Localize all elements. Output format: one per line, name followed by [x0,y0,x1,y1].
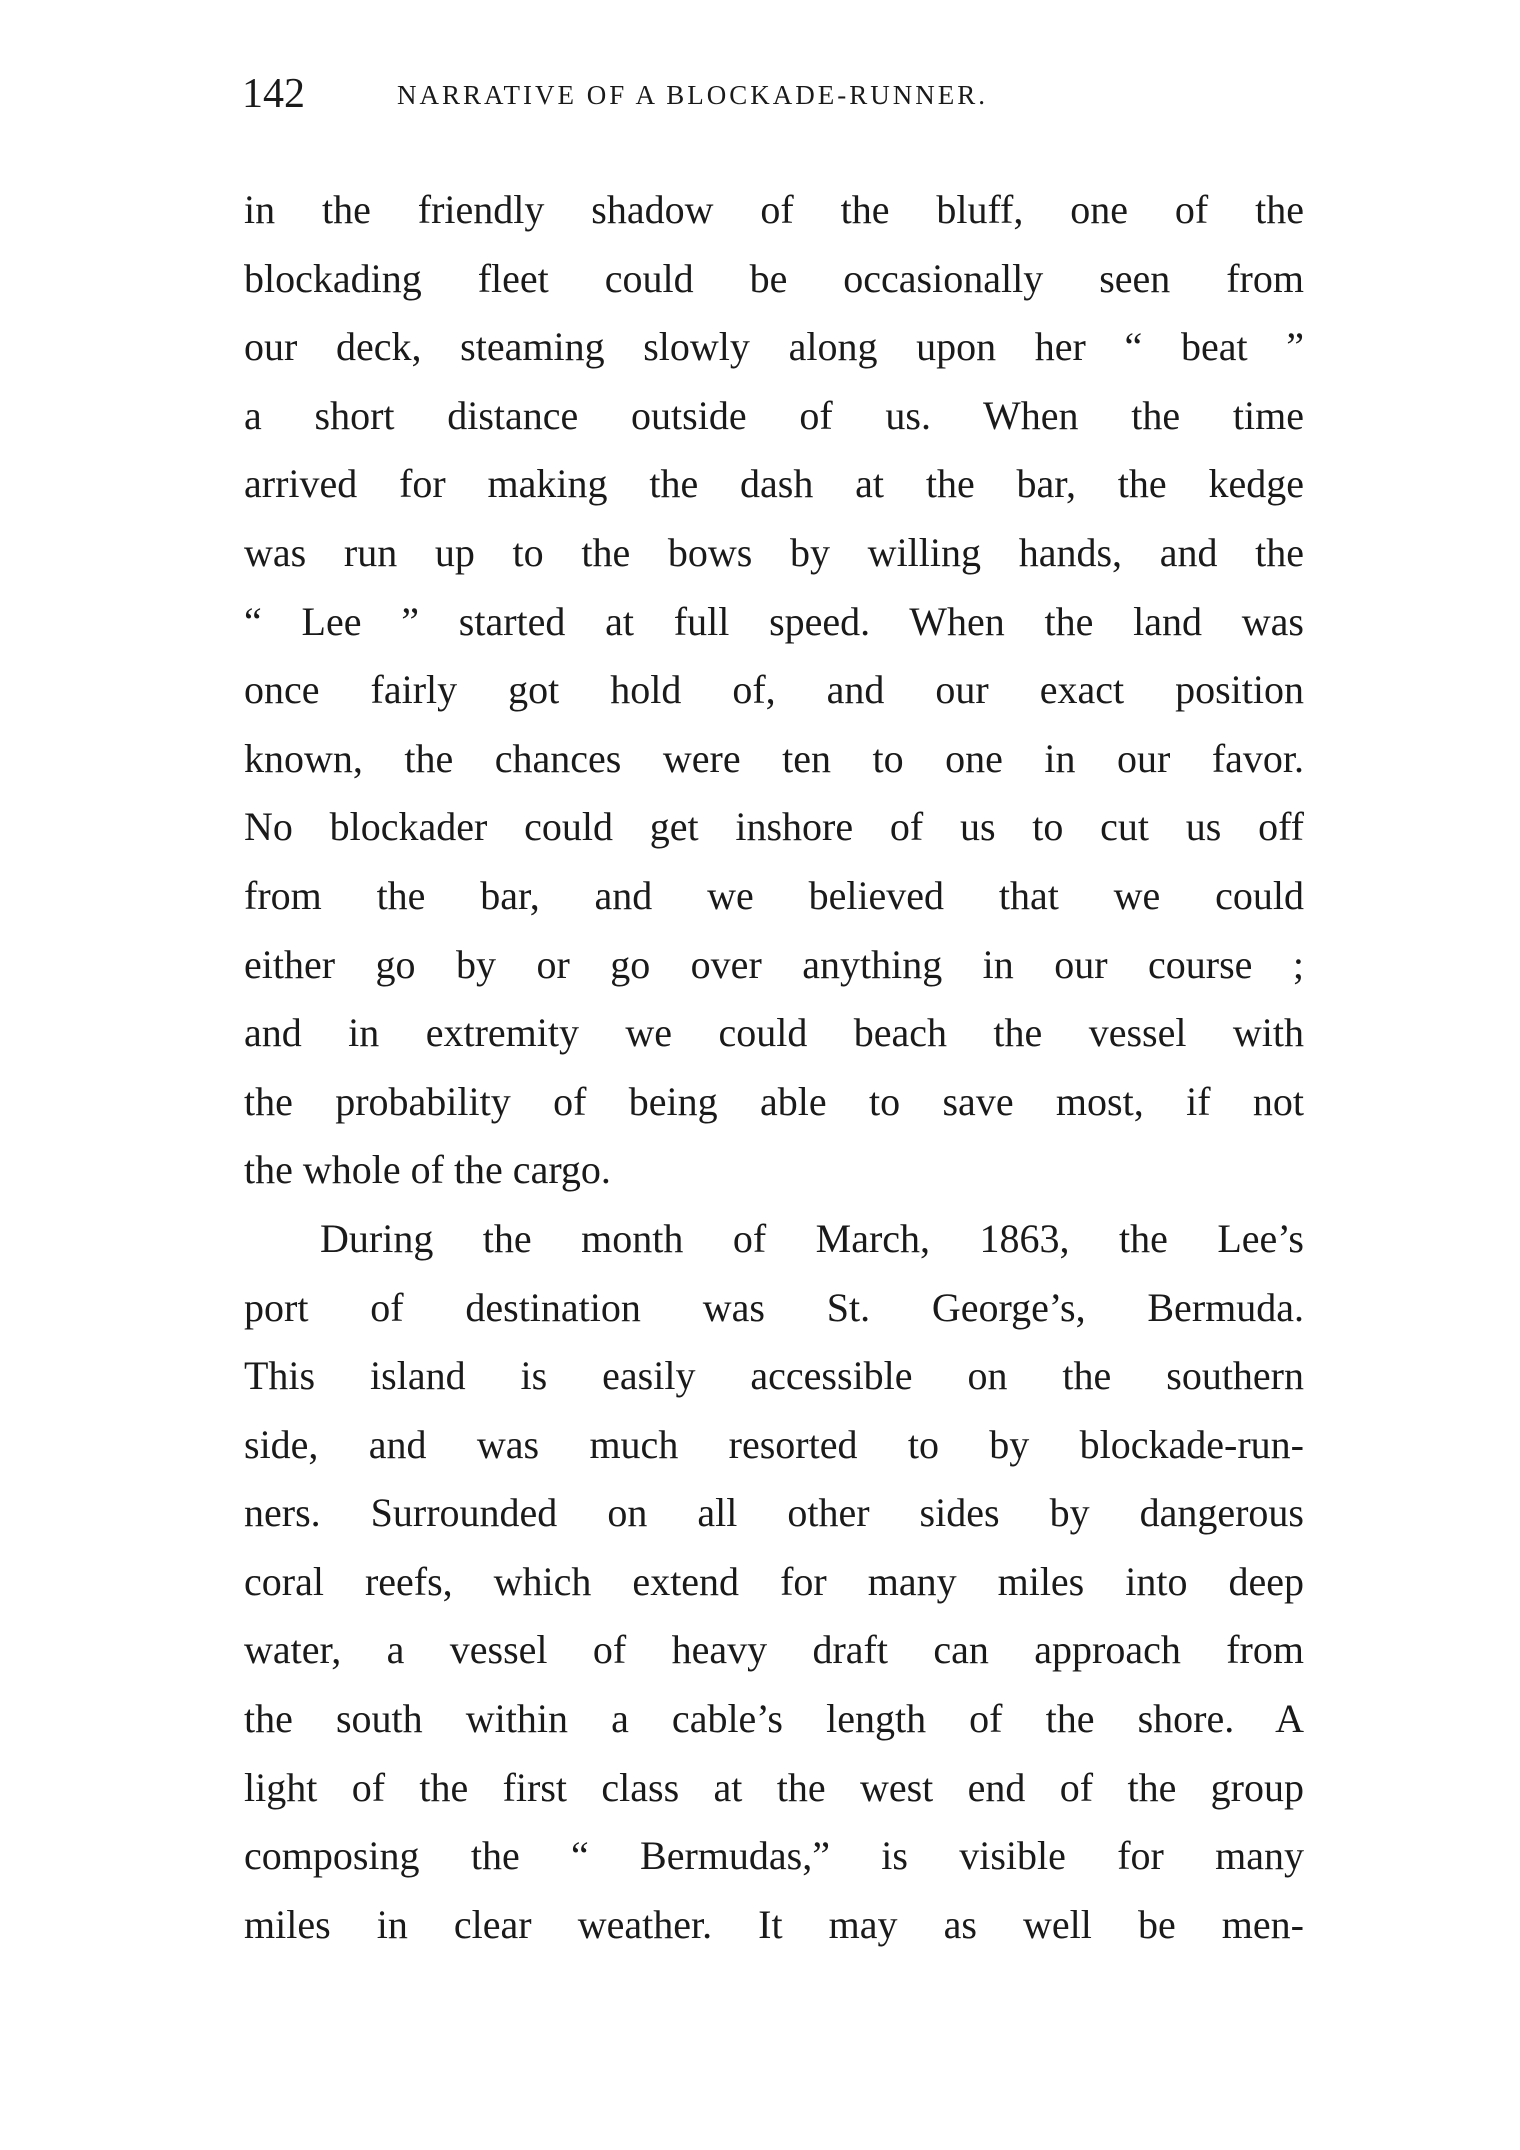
text-line: light of the first class at the west end of the group [244,1764,1304,1810]
text-line: composing the “ Bermudas,” is visible for many [244,1833,1304,1879]
paragraph-2 [244,1205,1304,1960]
text-line: coral reefs, which extend for many miles into deep [244,1558,1304,1604]
text-line: and in extremity we could beach the vessel with [244,1010,1304,1056]
text-line: blockading fleet could be occasionally seen from [244,255,1304,301]
text-line: side, and was much resorted to by blockade-run- [244,1421,1304,1467]
text-line: arrived for making the dash at the bar, the kedge [244,461,1304,507]
text-line: “ Lee ” started at full speed. When the land was [244,598,1304,644]
text-line: This island is easily accessible on the southern [244,1353,1304,1399]
text-line: our deck, steaming slowly along upon her “ beat ” [244,324,1304,370]
text-line: once fairly got hold of, and our exact position [244,667,1304,713]
text-line: miles in clear weather. It may as well be men- [244,1901,1304,1947]
text-line: ners. Surrounded on all other sides by dangerous [244,1490,1304,1536]
paragraph-1 [244,176,1304,1205]
text-line: a short distance outside of us. When the time [244,392,1304,438]
text-line: from the bar, and we believed that we could [244,872,1304,918]
text-line: was run up to the bows by willing hands, and the [244,529,1304,575]
text-line: either go by or go over anything in our course ; [244,941,1304,987]
text-line: in the friendly shadow of the bluff, one of the [244,187,1304,232]
text-line: port of destination was St. George’s, Bermuda. [244,1284,1304,1330]
page-header [242,70,1304,120]
text-line: During the month of March, 1863, the Lee’s [320,1215,1304,1261]
text-line: the whole of the cargo. [244,1147,611,1193]
running-title: NARRATIVE OF A BLOCKADE-RUNNER. [397,80,989,110]
text-line: water, a vessel of heavy draft can approach from [244,1627,1304,1673]
text-line: known, the chances were ten to one in our favor. [244,735,1304,781]
text-line: No blockader could get inshore of us to cut us off [244,804,1304,850]
text-line: the south within a cable’s length of the shore. A [244,1696,1304,1742]
text-line: the probability of being able to save most, if not [244,1078,1304,1124]
page-body [244,176,1304,1959]
page-number: 142 [242,71,305,117]
